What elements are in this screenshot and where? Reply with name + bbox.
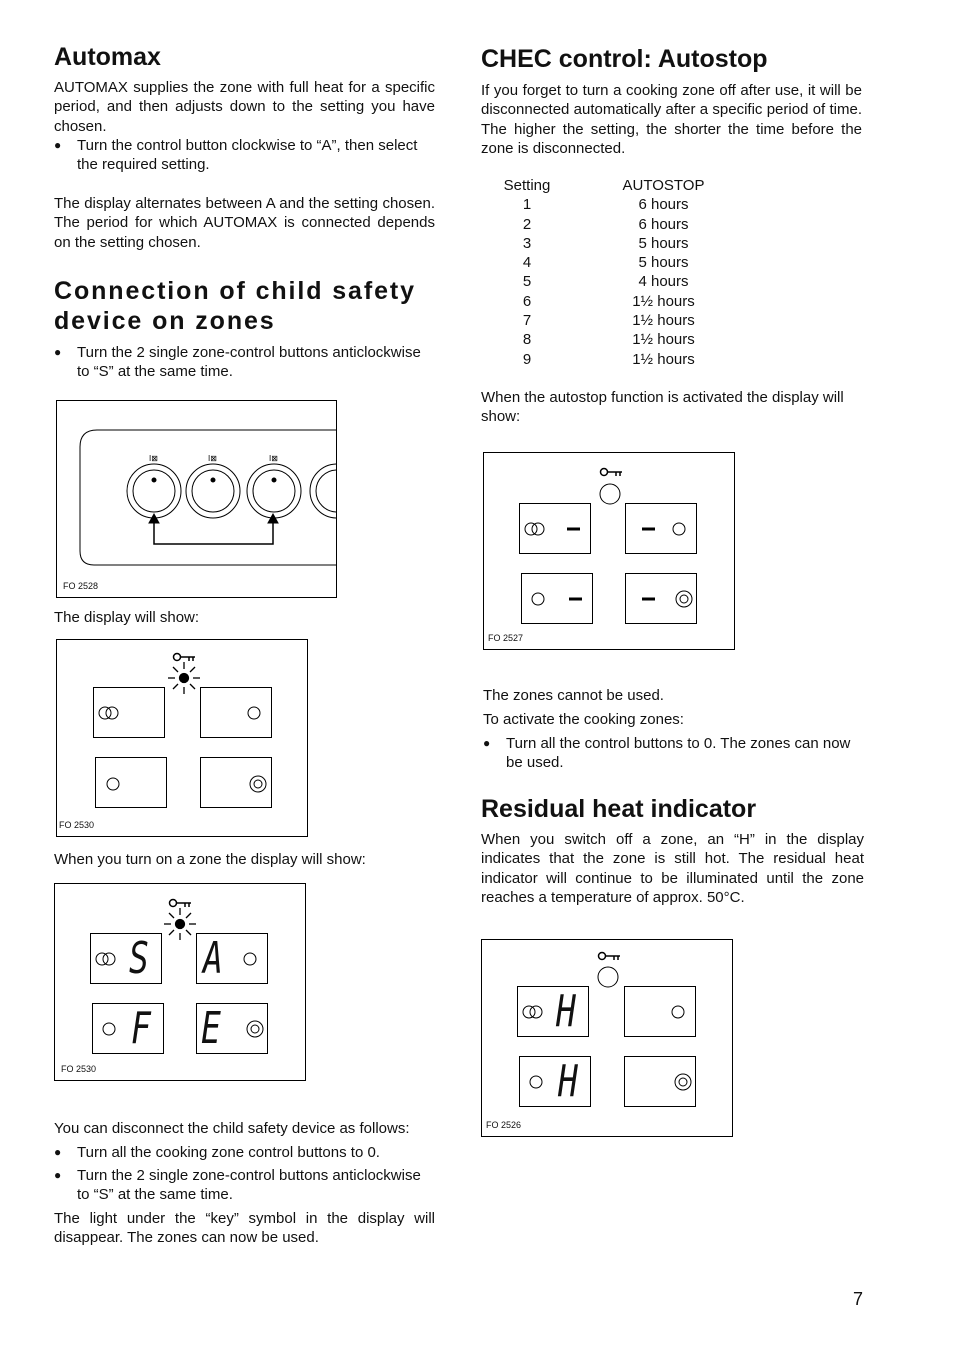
key-icon [601,469,623,477]
residual-heading: Residual heat indicator [481,795,757,823]
zone-display-4 [624,1056,696,1107]
zone-display-2 [624,986,696,1037]
activate-bullet-text: Turn all the control buttons to 0. The zones can now be used. [506,735,851,772]
figure-label: FO 2530 [61,1064,97,1074]
key-indicator-off [482,940,734,1138]
table-row [497,234,770,253]
safe-display-figure [54,883,306,1081]
bullet-dot: ● [54,1145,62,1159]
autostop-heading: CHEC control: Autostop [481,45,768,73]
activated-caption: When the autostop function is activated the display will show: [481,389,844,426]
segment-char-e: E [201,1003,221,1054]
table-cell: 1½ hours [632,312,695,330]
activate-intro: To activate the cooking zones: [483,711,684,728]
zone-display-2 [625,503,697,554]
child-safety-heading: Connection of child safety device on zones [54,277,416,335]
disconnect-intro: You can disconnect the child safety device as follows: [54,1120,410,1137]
knobs-figure [56,400,337,598]
child-safety-bullet-text: Turn the 2 single zone-control buttons anticlockwise to “S” at the same time. [77,344,421,381]
bullet-dot: ● [54,138,62,152]
svg-text:I⊠: I⊠ [208,454,217,463]
bullet-dot: ● [54,1168,62,1182]
segment-char-f: F [131,1003,151,1054]
figure-label: FO 2528 [63,581,99,591]
autostop-display-figure [483,452,735,650]
bullet-dot: ● [483,736,491,750]
zone-display-4 [625,573,697,624]
child-lock-display-figure [56,639,308,837]
zone-display-1 [519,503,591,554]
zone-display-1 [90,933,162,984]
zone-display-2 [200,687,272,738]
knob-4 [310,464,337,518]
segment-char-h: H [558,1056,578,1107]
zone-display-4 [200,757,272,808]
arrow-connector [149,514,278,544]
table-cell: 7 [522,312,532,330]
table-cell: 1½ hours [632,350,695,368]
automax-bullet-text: Turn the control button clockwise to “A”, then select the required setting. [77,137,418,174]
knob-3 [247,454,301,518]
table-cell: 9 [522,350,532,368]
automax-heading: Automax [54,43,161,71]
autostop-intro: If you forget to turn a cooking zone off after use, it will be disconnected automatically after a specific period of time. The higher the setting, the shorter the time before the zone is disconnected. [481,82,862,157]
table-cell: 1½ hours [632,331,695,349]
table-header-row [497,176,770,195]
table-row [497,195,770,214]
zone-display-1 [93,687,165,738]
table-cell: 5 hours [638,254,689,272]
zone-on-caption: When you turn on a zone the display will show: [54,851,366,868]
table-cell: 5 hours [638,234,689,252]
zone-display-3 [519,1056,591,1107]
segment-char-h: H [556,986,576,1037]
light-rays-icon [168,662,200,694]
disconnect-bullet-text: Turn all the cooking zone control buttons to 0. [77,1144,380,1161]
zone-display-4 [196,1003,268,1054]
zone-display-3 [92,1003,164,1054]
zone-display-3 [521,573,593,624]
light-rays-icon [164,908,196,940]
header-setting: Setting [503,177,551,194]
table-cell: 6 hours [638,196,689,214]
table-cell: 4 hours [638,273,689,291]
knob-2 [186,454,240,518]
zone-display-3 [95,757,167,808]
header-autostop: AUTOSTOP [622,177,705,194]
zone-display-1 [517,986,589,1037]
table-row [497,292,770,311]
key-icon [174,654,196,662]
key-icon [170,900,192,908]
table-cell: 2 [522,215,532,233]
residual-display-figure [481,939,733,1137]
indicator-light-icon [600,484,620,504]
table-row [497,350,770,369]
bullet-dot: ● [54,345,62,359]
table-cell: 1 [522,196,532,214]
knobs-drawing [57,401,337,598]
closing-text: The light under the “key” symbol in the display will disappear. The zones can now be used. [54,1210,435,1247]
svg-text:I⊠: I⊠ [269,454,278,463]
segment-char-a: A [203,933,223,984]
knob-1 [127,454,181,518]
disconnect-bullet-text: Turn the 2 single zone-control buttons anticlockwise to “S” at the same time. [77,1167,421,1204]
table-row [497,330,770,349]
figure-label: FO 2526 [486,1120,522,1130]
residual-text: When you switch off a zone, an “H” in the display indicates that the zone is still hot. The residual heat indicator will continue to be illuminated until the zone reaches a temperature of approx. 50°C. [481,831,864,906]
cannot-use-text: The zones cannot be used. [483,687,664,704]
table-cell: 5 [522,273,532,291]
display-caption: The display will show: [54,609,200,626]
key-icon [599,953,621,961]
table-cell: 8 [522,331,532,349]
page-number: 7 [853,1289,864,1309]
indicator-light-icon [598,967,618,987]
automax-para: The display alternates between A and the setting chosen. The period for which AUTOMAX is connected depends on the setting chosen. [54,195,435,251]
table-cell: 6 hours [638,215,689,233]
table-cell: 4 [522,254,532,272]
table-row [497,253,770,272]
svg-text:I⊠: I⊠ [149,454,158,463]
automax-intro: AUTOMAX supplies the zone with full heat for a specific period, and then adjusts down to the setting you have chosen. [54,79,435,135]
table-row [497,311,770,330]
figure-label: FO 2530 [59,820,95,830]
table-row [497,215,770,234]
zone-display-2 [196,933,268,984]
figure-label: FO 2527 [488,633,524,643]
table-cell: 1½ hours [632,292,695,310]
segment-char-s: S [129,933,149,984]
table-cell: 6 [522,292,532,310]
table-row [497,272,770,291]
autostop-table [497,176,770,369]
table-cell: 3 [522,234,532,252]
